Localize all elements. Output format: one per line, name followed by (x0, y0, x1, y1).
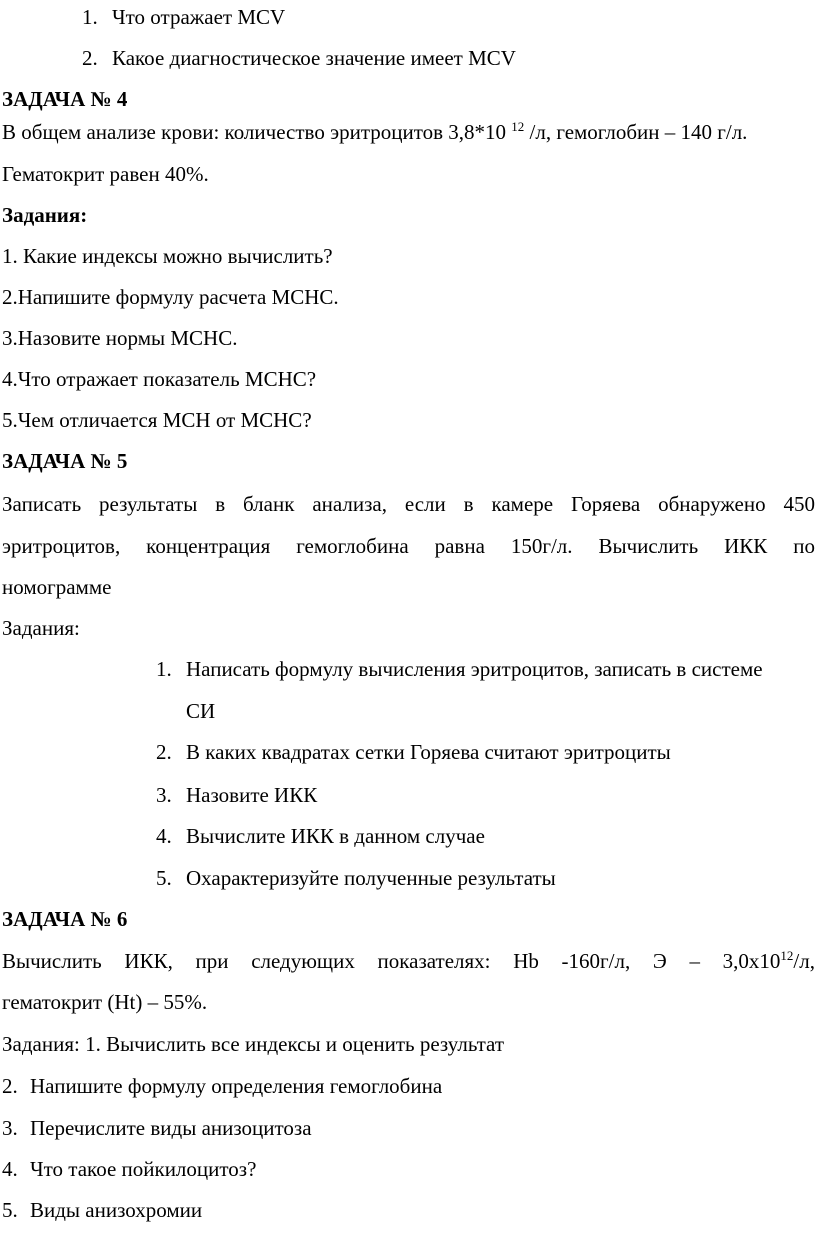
list-text: Напишите формулу определения гемоглобина (30, 1074, 443, 1098)
task6-line1: Вычислить ИКК, при следующих показателях: Hb -160г/л, Э – $3,0х10^{12}/л$, (2, 948, 815, 973)
list-item (2, 1198, 202, 1222)
task5-title: ЗАДАЧА № 5 (2, 449, 128, 473)
list-number: 1. (156, 657, 172, 681)
list-text: СИ (186, 699, 216, 723)
list-item (156, 783, 317, 807)
list-item (156, 740, 671, 764)
list-text: Охарактеризуйте полученные результаты (186, 866, 556, 890)
list-number: 2. (156, 740, 172, 764)
task5-line1: Записать результаты в бланк анализа, если в камере Горяева обнаружено 450 (2, 492, 815, 516)
list-text: Какое диагностическое значение имеет MCV (112, 46, 516, 70)
list-number: 4. (156, 824, 172, 848)
list-item (2, 1157, 256, 1181)
list-item (2, 1116, 312, 1140)
list-text: Перечислите виды анизоцитоза (30, 1116, 312, 1140)
list-text: Вычислите ИКК в данном случае (186, 824, 485, 848)
list-item (156, 699, 215, 723)
task4-text2: Гематокрит равен 40%. (2, 162, 209, 186)
list-text: Назовите ИКК (186, 783, 318, 807)
list-item (156, 657, 763, 681)
task6-line2: гематокрит (Ht) – 55%. (2, 990, 208, 1014)
list-item: 1. Какие индексы можно вычислить? (2, 244, 333, 268)
task5-tasks-label: Задания: (2, 616, 80, 640)
list-item (156, 824, 485, 848)
task4-tasks-label: Задания: (2, 203, 88, 227)
list-number: 5. (156, 866, 172, 890)
list-item: 5.Чем отличается МСН от МСНС? (2, 408, 312, 432)
list-item (2, 1074, 442, 1098)
task4-text: В общем анализе крови: количество эритроцитов 3,8*10 $^{12}$ /л, гемоглобин – 140 г/л. (2, 119, 748, 144)
list-number: 2. (82, 46, 98, 70)
list-number: 3. (156, 783, 172, 807)
list-item: 3.Назовите нормы МСНС. (2, 326, 238, 350)
task6-tasks-line: Задания: 1. Вычислить все индексы и оценить результат (2, 1032, 504, 1056)
list-number: 2. (2, 1074, 18, 1098)
list-text: Что такое пойкилоцитоз? (30, 1157, 257, 1181)
list-number: 1. (82, 5, 98, 29)
list-item: 4.Что отражает показатель МСНС? (2, 367, 317, 391)
list-item (82, 46, 516, 70)
list-text: Виды анизохромии (30, 1198, 203, 1222)
task5-line2: эритроцитов, концентрация гемоглобина равна 150г/л. Вычислить ИКК по (2, 534, 815, 558)
list-item (156, 866, 556, 890)
list-number: 4. (2, 1157, 18, 1181)
list-item (82, 5, 285, 29)
list-text: В каких квадратах сетки Горяева считают эритроциты (186, 740, 671, 764)
list-item: 2.Напишите формулу расчета МСНС. (2, 285, 339, 309)
list-number: 3. (2, 1116, 18, 1140)
list-text: Что отражает MCV (112, 5, 286, 29)
list-text: Написать формулу вычисления эритроцитов, записать в системе (186, 657, 763, 681)
task5-line3: номограмме (2, 575, 112, 599)
task6-title: ЗАДАЧА № 6 (2, 907, 128, 931)
list-number: 5. (2, 1198, 18, 1222)
task4-title: ЗАДАЧА № 4 (2, 87, 128, 111)
